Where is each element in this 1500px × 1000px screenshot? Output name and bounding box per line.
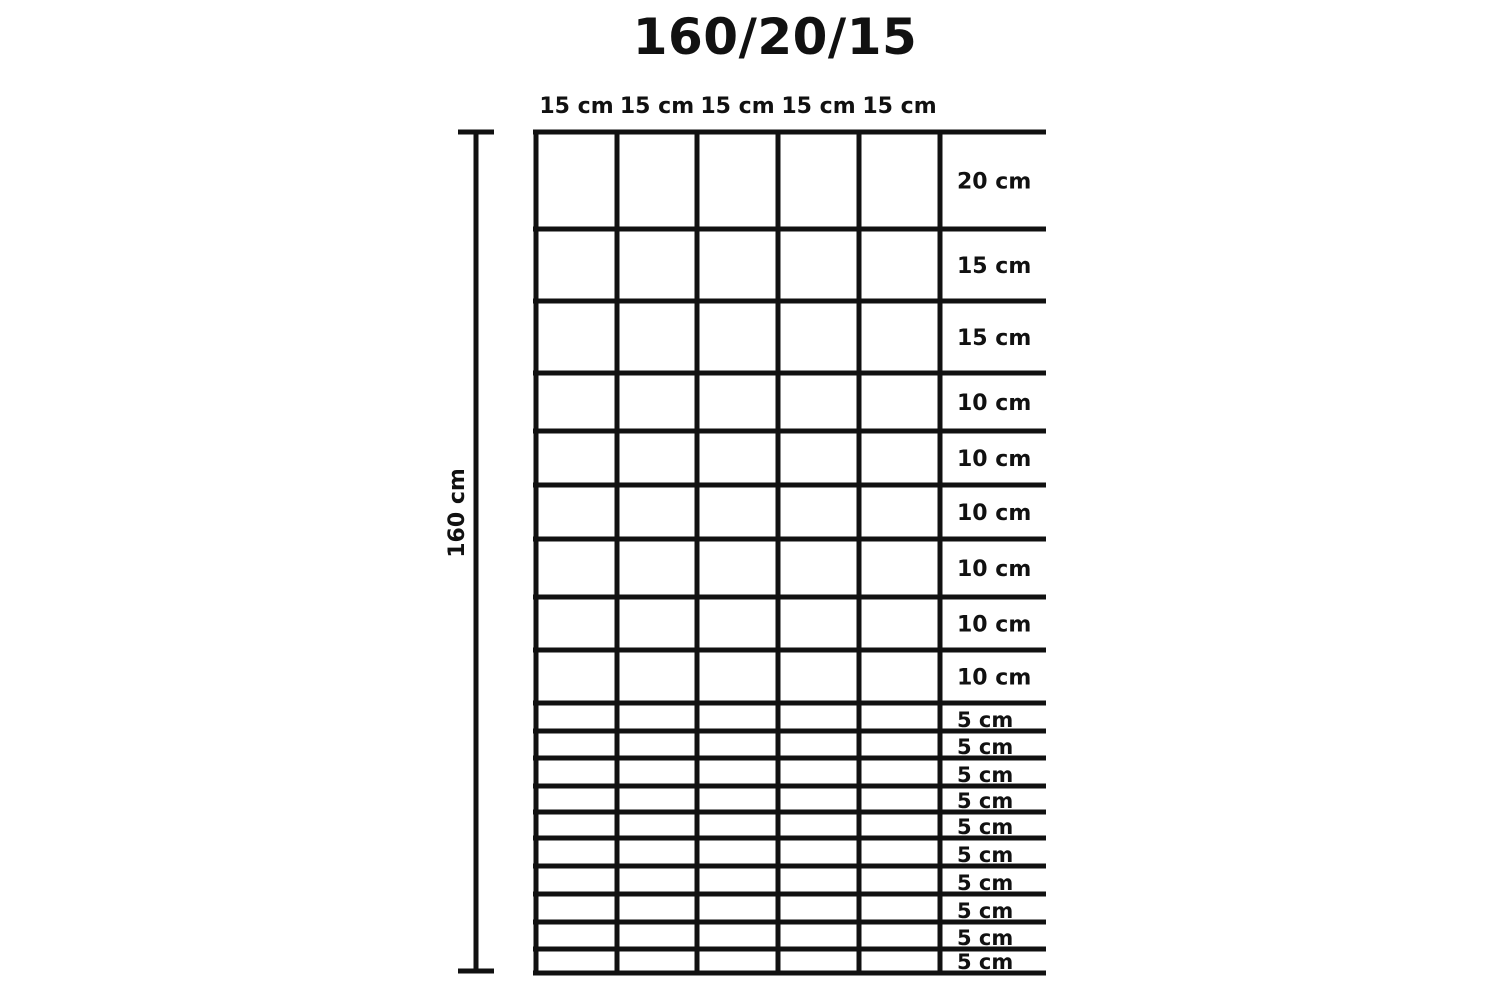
column-label: 15 cm xyxy=(862,94,937,119)
row-label: 10 cm xyxy=(957,665,1032,691)
row-label: 10 cm xyxy=(957,501,1032,526)
row-label: 10 cm xyxy=(957,391,1032,416)
row-labels xyxy=(957,170,1031,975)
column-label: 15 cm xyxy=(781,94,856,119)
row-label: 5 cm xyxy=(957,763,1014,787)
row-label: 5 cm xyxy=(957,899,1014,923)
row-label: 10 cm xyxy=(957,447,1032,472)
row-label: 5 cm xyxy=(957,950,1014,974)
height-dimension-label: 160 cm xyxy=(445,468,470,558)
row-label: 15 cm xyxy=(957,326,1032,351)
row-label: 5 cm xyxy=(957,926,1014,950)
row-label: 5 cm xyxy=(957,708,1014,732)
column-label: 15 cm xyxy=(539,94,614,119)
diagram-title: 160/20/15 xyxy=(632,8,918,66)
row-label: 10 cm xyxy=(957,557,1032,582)
row-label: 5 cm xyxy=(957,735,1014,759)
column-label: 15 cm xyxy=(700,94,775,119)
height-dimension-line xyxy=(445,132,494,971)
row-label: 15 cm xyxy=(957,254,1032,279)
row-label: 5 cm xyxy=(957,843,1014,867)
row-label: 10 cm xyxy=(957,612,1032,638)
row-label: 5 cm xyxy=(957,789,1014,813)
row-label: 5 cm xyxy=(957,871,1014,895)
column-label: 15 cm xyxy=(619,94,695,119)
row-label: 20 cm xyxy=(957,169,1032,195)
row-label: 5 cm xyxy=(957,815,1014,839)
column-labels xyxy=(539,94,936,119)
